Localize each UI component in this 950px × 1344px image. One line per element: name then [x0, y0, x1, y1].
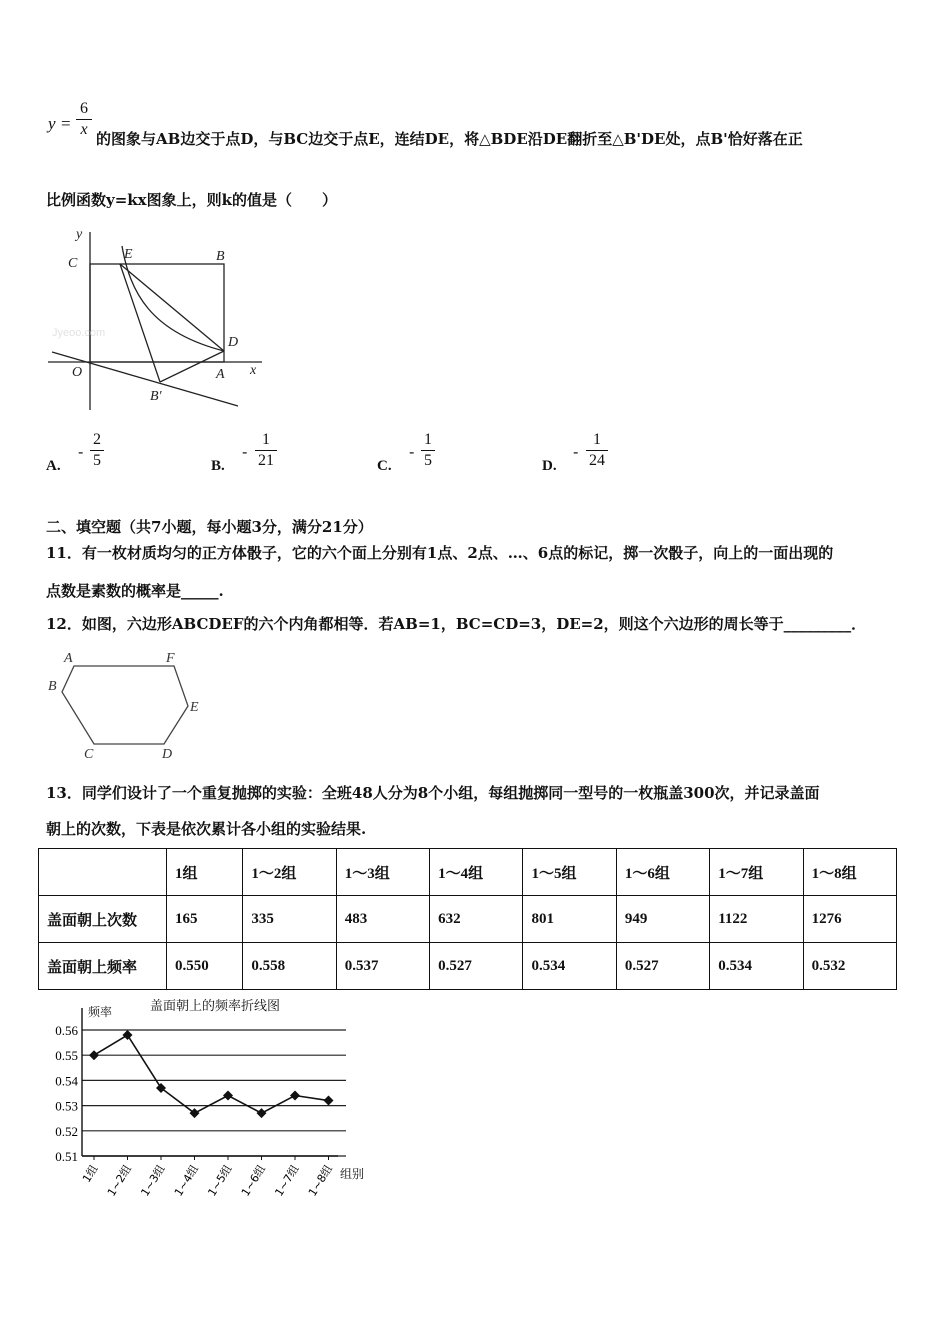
- table-cell: 1122: [710, 896, 803, 943]
- eq-y: y: [48, 114, 56, 133]
- table-cell: 335: [243, 896, 336, 943]
- chart-grid: [82, 1030, 346, 1156]
- option-c-fraction: 1 5: [421, 431, 435, 470]
- table-header-cell: 1～3组: [336, 849, 429, 896]
- label-x: x: [250, 363, 257, 378]
- option-b-fraction: 1 21: [255, 431, 277, 470]
- table-header-cell: [39, 849, 167, 896]
- option-b-label: B.: [211, 458, 225, 474]
- option-b-sign: -: [242, 442, 248, 461]
- label-d: D: [228, 335, 239, 350]
- table-cell: 0.527: [430, 943, 523, 990]
- chart-data-point: [89, 1050, 99, 1060]
- chart-data-point: [123, 1030, 133, 1040]
- option-a-fraction: 2 5: [90, 431, 104, 470]
- option-d-sign: -: [573, 442, 579, 461]
- frequency-line-chart: [38, 994, 398, 1214]
- table-header-cell: 1组: [167, 849, 243, 896]
- chart-series-line: [94, 1035, 329, 1113]
- hex-label-f: F: [166, 651, 175, 666]
- label-b-prime: B′: [150, 389, 162, 404]
- chart-data-point: [257, 1108, 267, 1118]
- chart-x-tick-label: 1~6组: [238, 1162, 269, 1199]
- chart-x-tick-label: 1组: [79, 1162, 101, 1185]
- hex-label-b: B: [48, 679, 57, 694]
- table-cell: 0.534: [523, 943, 616, 990]
- q10-figure: [40, 222, 280, 417]
- chart-ylabel: 频率: [88, 1005, 113, 1019]
- chart-x-tick-label: 1~7组: [272, 1162, 302, 1199]
- label-y: y: [76, 227, 83, 242]
- eq-equals: =: [61, 114, 71, 133]
- chart-data-point: [290, 1091, 300, 1101]
- table-header-cell: 1～2组: [243, 849, 336, 896]
- option-a[interactable]: [46, 430, 166, 480]
- table-header-cell: 1～4组: [430, 849, 523, 896]
- table-cell: 483: [336, 896, 429, 943]
- chart-xlabel: 组别: [340, 1167, 365, 1181]
- table-cell: 632: [430, 896, 523, 943]
- q10-line2: 比例函数y=kx图象上，则k的值是（ ）: [46, 191, 338, 209]
- chart-y-tick-label: 0.55: [55, 1048, 78, 1064]
- line-de: [120, 264, 224, 351]
- q13-line2: 朝上的次数，下表是依次累计各小组的实验结果.: [46, 820, 367, 838]
- option-c[interactable]: [377, 430, 497, 480]
- chart-x-ticks: [80, 1156, 335, 1199]
- chart-y-tick-label: 0.51: [55, 1149, 78, 1164]
- label-o: O: [72, 365, 83, 380]
- hex-label-c: C: [84, 747, 94, 762]
- table-cell: 165: [167, 896, 243, 943]
- option-b[interactable]: [211, 430, 331, 480]
- eq-fraction: 6 x: [76, 100, 92, 139]
- hyperbola: [122, 246, 224, 351]
- table-header-cell: 1～6组: [616, 849, 709, 896]
- chart-x-tick-label: 1~4组: [171, 1162, 202, 1199]
- chart-y-tick-label: 0.56: [55, 1023, 78, 1038]
- chart-x-tick-label: 1~8组: [305, 1162, 336, 1199]
- option-a-label: A.: [46, 458, 61, 474]
- option-c-sign: -: [409, 442, 415, 461]
- table-header-cell: 1～7组: [710, 849, 803, 896]
- results-table: [38, 848, 897, 990]
- chart-data-point: [223, 1091, 233, 1101]
- hexagon: [62, 666, 188, 744]
- q10-equation: [48, 100, 98, 152]
- hex-label-a: A: [64, 651, 73, 666]
- table-header-row: [39, 849, 897, 896]
- table-cell: 盖面朝上次数: [39, 896, 167, 943]
- label-b: B: [216, 249, 225, 264]
- q13-line1: 13．同学们设计了一个重复抛掷的实验：全班48人分为8个小组，每组抛掷同一型号的一枚瓶盖300次，并记录盖面: [46, 784, 820, 802]
- table-cell: 0.550: [167, 943, 243, 990]
- chart-data-point: [324, 1096, 334, 1106]
- q10-line1: 的图象与AB边交于点D，与BC边交于点E，连结DE，将△BDE沿DE翻折至△B'DE处，点B'恰好落在正: [96, 130, 803, 148]
- table-row-frequency: [39, 943, 897, 990]
- chart-y-ticks: [55, 1023, 78, 1164]
- line-eb-prime: [120, 264, 160, 382]
- option-d-fraction: 1 24: [586, 431, 608, 470]
- option-a-sign: -: [78, 442, 84, 461]
- table-cell: 1276: [803, 896, 896, 943]
- option-d[interactable]: [542, 430, 662, 480]
- option-c-label: C.: [377, 458, 392, 474]
- chart-x-tick-label: 1~3组: [138, 1162, 168, 1199]
- table-cell: 盖面朝上频率: [39, 943, 167, 990]
- chart-x-tick-label: 1~5组: [205, 1162, 235, 1199]
- chart-title: 盖面朝上的频率折线图: [150, 999, 281, 1014]
- table-cell: 0.532: [803, 943, 896, 990]
- q11-line2: 点数是素数的概率是_____.: [46, 582, 224, 600]
- chart-y-tick-label: 0.52: [55, 1123, 78, 1139]
- watermark: Jyeoo.com: [52, 327, 106, 339]
- q12-hexagon-figure: [44, 648, 214, 764]
- table-cell: 949: [616, 896, 709, 943]
- hex-label-d: D: [162, 747, 173, 762]
- option-d-label: D.: [542, 458, 557, 474]
- table-cell: 0.537: [336, 943, 429, 990]
- q11-line1: 11．有一枚材质均匀的正方体骰子，它的六个面上分别有1点、2点、…、6点的标记，掷一次骰子，向上的一面出现的: [46, 544, 834, 562]
- table-cell: 801: [523, 896, 616, 943]
- chart-x-tick-label: 1~2组: [104, 1162, 135, 1199]
- hex-label-e: E: [190, 700, 199, 715]
- section-heading: 二、填空题（共7小题，每小题3分，满分21分）: [46, 518, 373, 536]
- table-row-counts: [39, 896, 897, 943]
- label-a: A: [216, 367, 225, 382]
- label-c: C: [68, 256, 78, 271]
- table-header-cell: 1～5组: [523, 849, 616, 896]
- table-cell: 0.558: [243, 943, 336, 990]
- table-header-cell: 1～8组: [803, 849, 896, 896]
- line-db-prime: [160, 351, 224, 382]
- chart-y-tick-label: 0.54: [55, 1073, 78, 1089]
- q12-line1: 12．如图，六边形ABCDEF的六个内角都相等．若AB=1，BC=CD=3，DE=2，则这个六边形的周长等于_________．: [46, 615, 867, 633]
- table-cell: 0.534: [710, 943, 803, 990]
- table-cell: 0.527: [616, 943, 709, 990]
- rectangle-oabc: [90, 264, 224, 362]
- label-e: E: [124, 247, 133, 262]
- chart-y-tick-label: 0.53: [55, 1098, 78, 1114]
